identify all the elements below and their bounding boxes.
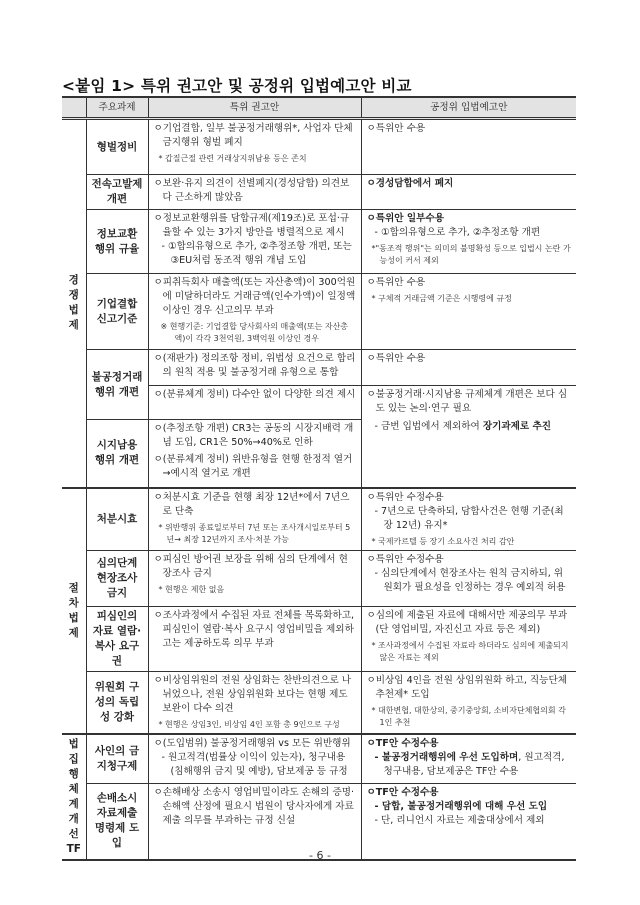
- task-cell: 사인의 금지청구제: [86, 734, 148, 784]
- group-label-enforcement-tf: 법 집 행 체 계 개 선 TF: [62, 734, 86, 860]
- task-cell: 심의단계 현장조사 금지: [86, 550, 148, 606]
- table-row: [62, 488, 576, 551]
- ftc-cell: ㅇ특위안 수용 * 구체적 거래금액 기준은 시행령에 규정: [361, 274, 576, 350]
- task-cell: 전속고발제 개편: [86, 175, 148, 210]
- comparison-table: [62, 96, 576, 861]
- ftc-cell: ㅇ경성담합에서 폐지: [361, 175, 576, 210]
- group-label-procedure-law: 절 차 법 제: [62, 488, 86, 734]
- recommendation-cell: ㅇ보완·유지 의견이 선별폐지(경성담합) 의견보다 근소하게 많았음: [148, 175, 361, 210]
- ftc-cell: ㅇ불공정거래·시지남용 규제체계 개편은 보다 심도 있는 논의·연구 필요 - 금번 입법에서 제외하여 장기과제로 추진: [361, 386, 576, 488]
- header-recommendation: 특위 권고안: [148, 97, 361, 119]
- recommendation-cell: ㅇ손해배상 소송시 영업비밀이라도 손해의 증명·손해액 산정에 필요시 법원이 당사자에게 자료제출 의무를 부과하는 규정 신설: [148, 784, 361, 860]
- table-row: [62, 274, 576, 350]
- table-row: [62, 734, 576, 784]
- recommendation-cell: ㅇ피취득회사 매출액(또는 자산총액)이 300억원에 미달하더라도 거래금액(인수가액)이 일정액 이상인 경우 신고의무 부과 ※ 현행기준: 기업결합 당사회사의 매출액(또는 자산총액)이 각각 3천억원, 3백억원 이상인 경우: [148, 274, 361, 350]
- recommendation-cell: ㅇ피심인 방어권 보장을 위해 심의 단계에서 현장조사 금지 * 현행은 제한 없음: [148, 550, 361, 606]
- task-cell: 정보교환 행위 규율: [86, 210, 148, 274]
- recommendation-cell: ㅇ(재판가) 정의조항 정비, 위법성 요건으로 합리의 원칙 적용 및 불공정거래 유형으로 통합: [148, 350, 361, 386]
- ftc-cell: ㅇ특위안 수정수용 - 7년으로 단축하되, 담합사건은 현행 기준(최장 12년) 유지* * 국제카르텔 등 장기 소요사건 처리 감안: [361, 488, 576, 551]
- table-row: [62, 606, 576, 671]
- recommendation-cell: ㅇ(추정조항 개편) CR3는 공동의 시장지배력 개념 도입, CR1은 50%→40%로 인하 ㅇ(분류체계 정비) 위반유형을 현행 한정적 열거→예시적 열거로 개편: [148, 420, 361, 488]
- task-cell: 처분시효: [86, 488, 148, 551]
- ftc-cell: ㅇ특위안 수정수용 - 심의단계에서 현장조사는 원칙 금지하되, 위원회가 필요성을 인정하는 경우 예외적 허용: [361, 550, 576, 606]
- group-label-competition-law: 경 쟁 법 제: [62, 119, 86, 488]
- recommendation-cell: ㅇ비상임위원의 전원 상임화는 찬반의견으로 나뉘었으나, 전원 상임위원화 보다는 현행 제도보완이 다수 의견 * 현행은 상임3인, 비상임 4인 포함 총 9인으로 구성: [148, 671, 361, 734]
- recommendation-cell: ㅇ정보교환행위를 담합규제(제19조)로 포섭·규율할 수 있는 3가지 방안을 병렬적으로 제시 - ①합의유형으로 추가, ②추정조항 개편, 또는 ③EU처럼 동조적 행위 개념 도입: [148, 210, 361, 274]
- recommendation-cell: ㅇ조사과정에서 수집된 자료 전체를 목록화하고, 피심인이 열람·복사 요구시 영업비밀을 제외하고는 제공하도록 의무 부과: [148, 606, 361, 671]
- task-cell: 피심인의 자료 열람·복사 요구권: [86, 606, 148, 671]
- recommendation-cell: ㅇ처분시효 기준을 현행 최장 12년*에서 7년으로 단축 * 위반행위 종료일로부터 7년 또는 조사개시일로부터 5년→ 최장 12년까지 조사·처분 가능: [148, 488, 361, 551]
- ftc-cell: ㅇ심의에 제출된 자료에 대해서만 제공의무 부과(단 영업비밀, 자진신고 자료 등은 제외) * 조사과정에서 수집된 자료라 하더라도 심의에 제출되지 않은 자료는 제외: [361, 606, 576, 671]
- ftc-cell: ㅇ특위안 수용: [361, 350, 576, 386]
- document-title: <붙임 1> 특위 권고안 및 공정위 입법예고안 비교: [62, 77, 412, 95]
- task-cell: 기업결합 신고기준: [86, 274, 148, 350]
- ftc-cell: ㅇTF안 수정수용 - 불공정거래행위에 우선 도입하며, 원고적격, 청구내용, 담보제공은 TF안 수용: [361, 734, 576, 784]
- table-row: [62, 671, 576, 734]
- ftc-cell: ㅇTF안 수정수용 - 담합, 불공정거래행위에 대해 우선 도입 - 단, 리니언시 자료는 제출대상에서 제외: [361, 784, 576, 860]
- recommendation-cell: ㅇ기업결합, 일부 불공정거래행위*, 사업자 단체 금지행위 형벌 폐지 * 갑질근절 관련 거래상지위남용 등은 존치: [148, 119, 361, 175]
- task-cell: 시지남용 행위 개편: [86, 420, 148, 488]
- header-ftc-proposal: 공정위 입법예고안: [361, 97, 576, 119]
- table-row: [62, 119, 576, 175]
- task-cell: 불공정거래 행위 개편: [86, 350, 148, 420]
- task-cell: 위원회 구성의 독립성 강화: [86, 671, 148, 734]
- table-row: [62, 175, 576, 210]
- recommendation-cell: ㅇ(분류체계 정비) 다수안 없이 다양한 의견 제시: [148, 386, 361, 420]
- table-header-row: [62, 97, 576, 119]
- recommendation-cell: ㅇ(도입범위) 불공정거래행위 vs 모든 위반행위 - 원고적격(법률상 이익이 있는자), 청구내용(침해행위 금지 및 예방), 담보제공 등 규정: [148, 734, 361, 784]
- header-task: 주요과제: [86, 97, 148, 119]
- ftc-cell: ㅇ특위안 수용: [361, 119, 576, 175]
- table-row: [62, 350, 576, 386]
- page-number: - 6 -: [309, 849, 331, 862]
- header-group: [62, 97, 86, 119]
- task-cell: 형벌정비: [86, 119, 148, 175]
- table-row: [62, 550, 576, 606]
- ftc-cell: ㅇ특위안 일부수용 - ①합의유형으로 추가, ②추정조항 개편 *"동조적 행위"는 의미의 불명확성 등으로 입법시 논란 가능성이 커서 제외: [361, 210, 576, 274]
- ftc-cell: ㅇ비상임 4인을 전원 상임위원화 하고, 직능단체 추천제* 도입 * 대한변협, 대한상의, 중기중앙회, 소비자단체협의회 각 1인 추천: [361, 671, 576, 734]
- table-row: [62, 210, 576, 274]
- task-cell: 손배소시 자료제출 명령제 도입: [86, 784, 148, 860]
